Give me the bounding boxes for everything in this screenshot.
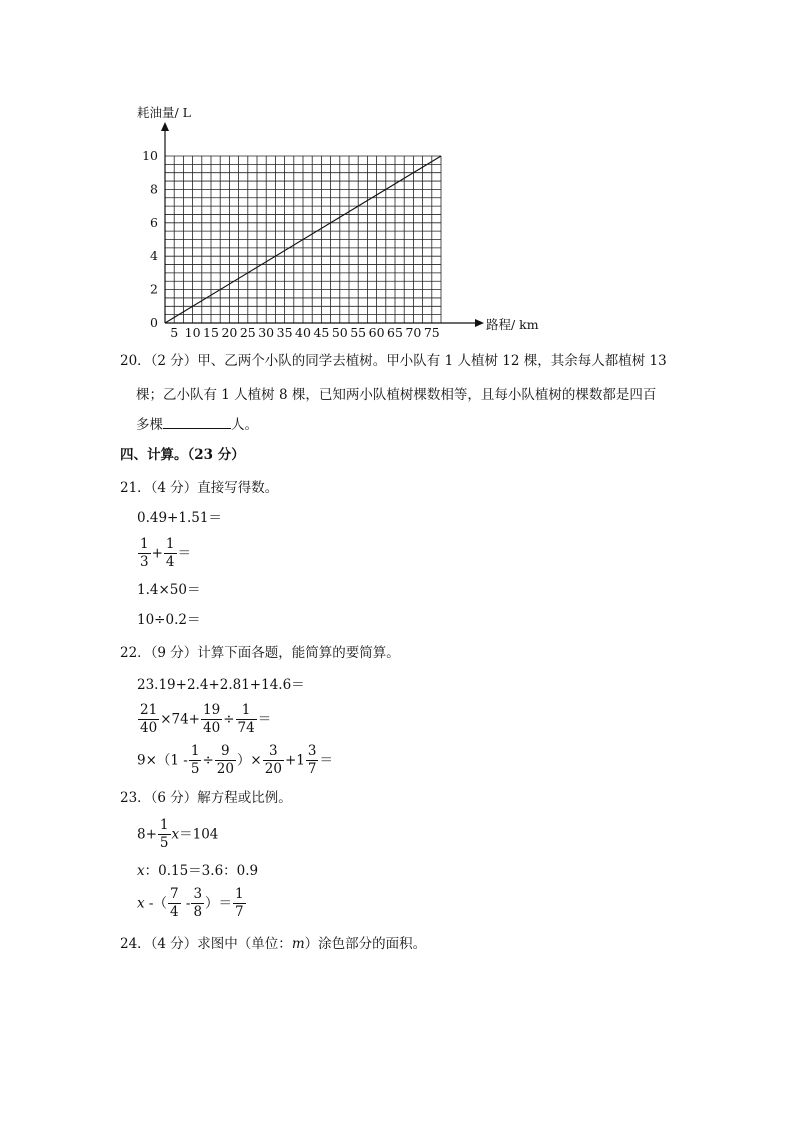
fraction: $\frac{3}{7}$ [307, 743, 317, 777]
y-axis-label: 耗油量/ L [137, 105, 191, 120]
section-heading: 四、计算。（23 分） [120, 447, 245, 463]
x-tick-label: 55 [350, 325, 367, 340]
answer-blank[interactable] [163, 414, 231, 429]
q24-title: 24．（4 分）求图中（单位：m）涂色部分的面积。 [120, 936, 427, 952]
fraction: $\frac{3}{8}$ [193, 886, 203, 920]
q20-line-1: 20．（2 分）甲、乙两个小队的同学去植树。甲小队有 1 人植树 12 棵，其余每人都植树 13 [120, 353, 667, 369]
q21-expr-2: $\frac{1}{3}$ + $\frac{1}{4}$ ＝ [140, 536, 191, 570]
q21-expr-3: 1.4×50＝ [137, 582, 201, 598]
x-axis-label: 路程/ km [486, 317, 539, 332]
q22-expr-1: 23.19+2.4+2.81+14.6＝ [137, 677, 305, 693]
x-tick-label: 5 [170, 325, 179, 340]
y-tick-labels [142, 148, 158, 330]
fraction: $\frac{21}{40}$ [140, 702, 158, 736]
fuel-consumption-chart [0, 0, 794, 345]
y-tick-label: 10 [142, 148, 158, 163]
x-tick-label: 75 [423, 325, 440, 340]
fraction: $\frac{3}{20}$ [264, 743, 282, 777]
fraction: $\frac{1}{3}$ [140, 536, 149, 570]
fraction: $\frac{1}{5}$ [190, 743, 200, 777]
x-tick-label: 45 [313, 325, 330, 340]
q21-title: 21．（4 分）直接写得数。 [120, 480, 279, 496]
q22-expr-3: 9×（1 - $\frac{1}{5}$ ÷ $\frac{9}{20}$ ）× $\frac{3}{20}$ +1 $\frac{3}{7}$ ＝ [137, 743, 333, 777]
fraction: $\frac{1}{7}$ [235, 886, 244, 920]
q23-expr-1: 8+ $\frac{1}{5}$ x＝104 [137, 817, 219, 851]
y-tick-label: 8 [150, 181, 158, 197]
y-tick-label: 2 [150, 281, 158, 297]
q22-expr-2: $\frac{21}{40}$ ×74+ $\frac{19}{40}$ ÷ $\frac{1}{74}$ ＝ [140, 702, 272, 736]
x-tick-label: 25 [239, 325, 256, 340]
x-tick-label: 70 [405, 325, 422, 340]
x-tick-label: 20 [221, 325, 238, 340]
x-tick-label: 50 [331, 325, 348, 340]
x-tick-label: 65 [387, 325, 403, 340]
x-tick-label: 10 [184, 325, 201, 340]
q20-line-2: 棵；乙小队有 1 人植树 8 棵，已知两小队植树棵数相等，且每小队植树的棵数都是四百 [136, 387, 657, 403]
x-tick-label: 35 [276, 325, 293, 340]
x-tick-labels [170, 325, 440, 340]
fraction: $\frac{1}{5}$ [159, 817, 169, 851]
x-tick-label: 15 [203, 325, 219, 340]
q23-title: 23．（6 分）解方程或比例。 [120, 790, 292, 806]
q23-expr-3: x -（ $\frac{7}{4}$ - $\frac{3}{8}$ ）＝ $\frac{1}{7}$ [137, 886, 244, 920]
q20-line-3 [136, 414, 258, 435]
fraction: $\frac{1}{4}$ [165, 536, 175, 570]
q21-expr-4: 10÷0.2＝ [137, 612, 201, 628]
x-tick-label: 40 [295, 325, 311, 340]
x-axis-arrow [475, 319, 484, 327]
y-tick-label: 6 [150, 214, 158, 230]
x-tick-label: 60 [368, 325, 385, 340]
fraction: $\frac{9}{20}$ [216, 743, 234, 777]
q20-line-3-suffix: 人。 [231, 417, 258, 433]
fraction: $\frac{7}{4}$ [169, 886, 179, 920]
q23-expr-2: x：0.15＝3.6：0.9 [137, 863, 259, 879]
fraction: $\frac{1}{74}$ [237, 702, 255, 736]
y-tick-label: 4 [150, 248, 158, 264]
q20-line-3-text: 多棵 [136, 417, 163, 433]
q21-expr-1: 0.49+1.51＝ [137, 510, 222, 526]
fraction: $\frac{19}{40}$ [203, 702, 221, 736]
y-tick-label: 0 [150, 315, 158, 330]
x-tick-label: 30 [258, 325, 275, 340]
q22-title: 22．（9 分）计算下面各题，能简算的要简算。 [120, 645, 400, 661]
y-axis-arrow [161, 122, 169, 131]
